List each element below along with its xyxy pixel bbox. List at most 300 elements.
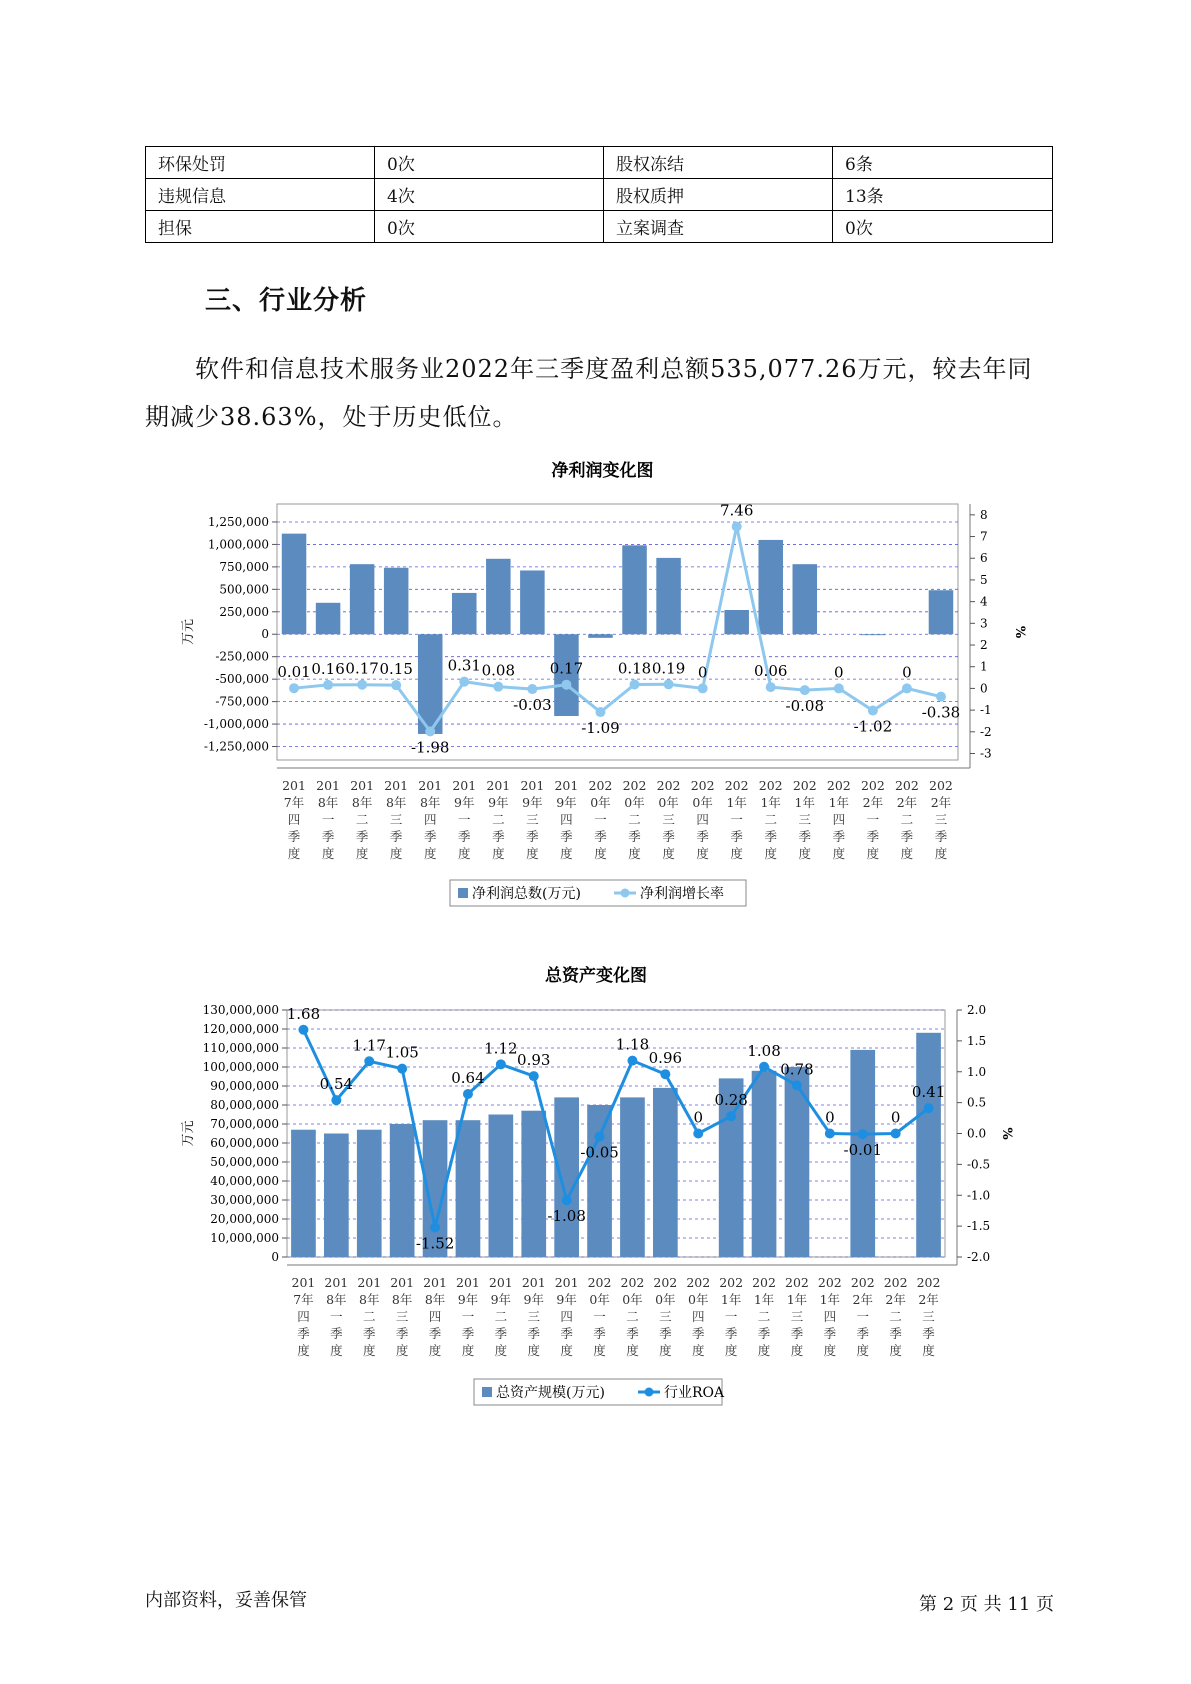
x-tick-label: 1年: [828, 795, 850, 810]
line-point: [595, 1132, 605, 1142]
bar: [456, 1120, 481, 1257]
y2-tick-label: 1: [980, 659, 988, 674]
analysis-paragraph: 软件和信息技术服务业2022年三季度盈利总额535,077.26万元，较去年同期减少38.63%，处于历史低位。: [145, 355, 1033, 431]
x-tick-label: 三: [790, 1309, 804, 1324]
x-tick-label: 二: [355, 812, 369, 827]
data-label: 0: [834, 663, 844, 682]
y-axis-title: 万元: [181, 1120, 196, 1147]
x-tick-label: 度: [889, 1343, 902, 1358]
y-tick-label: 10,000,000: [210, 1231, 279, 1245]
line-point: [800, 685, 810, 695]
bar: [653, 1088, 678, 1257]
x-tick-label: 202: [752, 1275, 776, 1290]
x-tick-label: 度: [355, 846, 369, 861]
x-tick-label: 四: [691, 1309, 705, 1324]
y2-tick-label: 2: [980, 638, 988, 653]
data-label: 0: [697, 663, 708, 682]
y-tick-label: 0: [261, 627, 269, 642]
y2-tick-label: -1.5: [967, 1219, 991, 1234]
y-tick-label: 0: [271, 1250, 279, 1264]
data-label: 0: [825, 1108, 835, 1127]
x-tick-label: 一: [866, 812, 880, 827]
net-profit-chart: [0, 450, 1191, 920]
line-point: [627, 1056, 637, 1066]
y-tick-label: 90,000,000: [210, 1079, 279, 1093]
legend-bar-swatch: [458, 888, 468, 898]
line-point: [693, 1129, 703, 1139]
x-tick-label: 季: [889, 1326, 902, 1341]
x-tick-label: 202: [929, 778, 953, 793]
line-point: [459, 677, 469, 687]
x-tick-label: 季: [458, 829, 471, 844]
x-tick-label: 2年: [930, 795, 952, 810]
x-tick-label: 季: [823, 1326, 837, 1341]
y2-tick-label: 5: [980, 572, 988, 587]
y2-tick-label: 0.0: [967, 1126, 987, 1141]
legend-bar-swatch: [482, 1387, 492, 1397]
y-tick-label: 40,000,000: [210, 1174, 279, 1188]
line-point: [825, 1129, 835, 1139]
line-point: [391, 680, 401, 690]
line-point: [430, 1222, 440, 1232]
table-label-cell: 立案调查: [604, 211, 833, 243]
x-tick-label: 202: [690, 778, 715, 793]
total-assets-chart: [0, 950, 1191, 1420]
data-label: 0.19: [651, 659, 686, 678]
data-label: 0.93: [517, 1051, 551, 1070]
x-tick-label: 三: [934, 812, 948, 827]
x-tick-label: 一: [330, 1309, 343, 1324]
bar: [861, 634, 886, 635]
x-tick-label: 202: [686, 1275, 711, 1290]
data-label: -1.98: [410, 738, 450, 757]
x-tick-label: 季: [628, 829, 641, 844]
data-label: 0.41: [911, 1083, 946, 1102]
x-tick-label: 9年: [454, 795, 475, 810]
data-label: 0.54: [319, 1075, 354, 1094]
y-tick-label: 500,000: [219, 582, 269, 597]
x-tick-label: 8年: [385, 795, 407, 810]
y-tick-label: 30,000,000: [210, 1193, 279, 1207]
x-tick-label: 202: [656, 778, 681, 793]
x-tick-label: 201: [316, 778, 341, 793]
x-tick-label: 度: [626, 1343, 639, 1358]
bar: [520, 570, 545, 634]
x-tick-label: 季: [423, 829, 437, 844]
x-tick-label: 度: [856, 1343, 870, 1358]
x-tick-label: 9年: [488, 795, 509, 810]
data-label: 0: [902, 663, 912, 682]
x-tick-label: 季: [560, 829, 573, 844]
data-label: 0.31: [447, 656, 481, 675]
x-tick-label: 四: [560, 1309, 573, 1324]
bar: [324, 1134, 349, 1258]
x-tick-label: 8年: [359, 1292, 380, 1307]
x-tick-label: 三: [922, 1309, 935, 1324]
x-tick-label: 季: [321, 829, 335, 844]
data-label: 0.78: [780, 1060, 814, 1079]
x-tick-label: 202: [653, 1275, 678, 1290]
x-tick-label: 度: [287, 846, 301, 861]
data-label: 1.08: [747, 1041, 781, 1060]
line-point: [493, 682, 503, 692]
x-tick-label: 度: [594, 846, 607, 861]
line-point: [792, 1080, 802, 1090]
x-tick-label: 四: [428, 1309, 442, 1324]
bar: [357, 1130, 382, 1257]
x-tick-label: 季: [593, 1326, 606, 1341]
line-point: [936, 692, 946, 702]
x-tick-label: 三: [662, 812, 675, 827]
x-tick-label: 度: [764, 846, 777, 861]
x-tick-label: 度: [757, 1343, 771, 1358]
x-tick-label: 度: [321, 846, 335, 861]
data-label: 0.08: [481, 661, 516, 680]
x-tick-label: 2年: [852, 1292, 873, 1307]
x-tick-label: 季: [355, 829, 369, 844]
bar: [724, 610, 749, 634]
bar: [390, 1124, 415, 1257]
x-tick-label: 0年: [624, 795, 645, 810]
x-tick-label: 季: [764, 829, 777, 844]
x-tick-label: 度: [492, 846, 505, 861]
x-tick-label: 季: [730, 829, 743, 844]
y2-tick-label: -0.5: [967, 1157, 991, 1172]
y-tick-label: 250,000: [219, 604, 269, 619]
y2-tick-label: -2.0: [967, 1250, 991, 1264]
data-label: 0.28: [714, 1091, 748, 1110]
x-tick-label: 0年: [589, 1292, 610, 1307]
line-point: [595, 707, 605, 717]
x-tick-label: 季: [330, 1326, 343, 1341]
x-tick-label: 度: [659, 1343, 672, 1358]
line-point: [323, 680, 333, 690]
x-tick-label: 0年: [590, 795, 611, 810]
x-tick-label: 度: [527, 1343, 541, 1358]
x-tick-label: 1年: [760, 795, 781, 810]
x-tick-label: 度: [866, 846, 880, 861]
line-point: [698, 683, 708, 693]
x-tick-label: 二: [626, 1309, 639, 1324]
line-point: [357, 680, 367, 690]
x-tick-label: 度: [395, 1343, 409, 1358]
bar: [291, 1130, 316, 1257]
bar: [622, 545, 647, 634]
table-label-cell: 股权冻结: [604, 147, 833, 179]
data-label: 0.18: [617, 659, 652, 678]
x-tick-label: 季: [395, 1326, 409, 1341]
x-tick-label: 度: [428, 1343, 442, 1358]
line-point: [630, 680, 640, 690]
x-tick-label: 二: [362, 1309, 376, 1324]
x-tick-label: 201: [384, 778, 409, 793]
line-point: [527, 684, 537, 694]
data-label: 0.15: [379, 660, 413, 679]
line-point: [891, 1129, 901, 1139]
x-tick-label: 度: [922, 1343, 935, 1358]
data-label: 0.17: [549, 659, 584, 678]
table-value-cell: 4次: [375, 179, 604, 211]
x-tick-label: 201: [456, 1275, 480, 1290]
x-tick-label: 季: [297, 1326, 310, 1341]
y2-tick-label: 2.0: [967, 1003, 987, 1017]
x-tick-label: 四: [287, 812, 301, 827]
line-point: [496, 1059, 506, 1069]
table-row: [146, 147, 1053, 179]
x-tick-label: 季: [724, 1326, 738, 1341]
x-tick-label: 季: [696, 829, 709, 844]
x-tick-label: 度: [696, 846, 709, 861]
x-tick-label: 0年: [658, 795, 679, 810]
data-label: 0: [693, 1108, 704, 1127]
x-tick-label: 202: [883, 1275, 908, 1290]
line-point: [660, 1069, 670, 1079]
risk-info-table: [145, 146, 1053, 243]
x-tick-label: 季: [626, 1326, 639, 1341]
x-tick-label: 度: [461, 1343, 475, 1358]
x-tick-label: 2年: [918, 1292, 939, 1307]
x-tick-label: 9年: [490, 1292, 512, 1307]
x-tick-label: 8年: [317, 795, 339, 810]
y-tick-label: 20,000,000: [210, 1212, 279, 1226]
x-tick-label: 三: [395, 1309, 409, 1324]
x-tick-label: 三: [659, 1309, 672, 1324]
x-tick-label: 2年: [885, 1292, 906, 1307]
legend-line-marker: [645, 1388, 654, 1397]
line-point: [331, 1095, 341, 1105]
bar: [588, 634, 613, 638]
bar: [916, 1033, 941, 1257]
x-tick-label: 一: [461, 1309, 475, 1324]
line-point: [834, 683, 844, 693]
line-point: [868, 706, 878, 716]
x-tick-label: 202: [588, 778, 613, 793]
table-value-cell: 0次: [375, 211, 604, 243]
x-tick-label: 度: [330, 1343, 343, 1358]
y-tick-label: 100,000,000: [202, 1060, 279, 1074]
x-tick-label: 202: [587, 1275, 612, 1290]
data-label: -1.09: [581, 719, 620, 738]
x-tick-label: 季: [461, 1326, 475, 1341]
x-tick-label: 季: [362, 1326, 376, 1341]
x-tick-label: 度: [362, 1343, 376, 1358]
x-tick-label: 201: [357, 1275, 382, 1290]
y2-tick-label: -1: [980, 703, 992, 718]
x-tick-label: 二: [764, 812, 777, 827]
x-tick-label: 一: [321, 812, 335, 827]
x-tick-label: 0年: [622, 1292, 643, 1307]
y2-tick-label: 7: [980, 529, 988, 544]
x-tick-label: 二: [757, 1309, 771, 1324]
x-tick-label: 季: [594, 829, 607, 844]
x-tick-label: 季: [492, 829, 505, 844]
line-point: [726, 1111, 736, 1121]
line-point: [298, 1025, 308, 1035]
x-tick-label: 0年: [655, 1292, 676, 1307]
x-tick-label: 季: [527, 1326, 541, 1341]
x-tick-label: 202: [724, 778, 749, 793]
x-tick-label: 201: [486, 778, 511, 793]
x-tick-label: 度: [560, 846, 573, 861]
x-tick-label: 度: [798, 846, 812, 861]
bar: [521, 1111, 546, 1257]
bar: [758, 540, 783, 634]
x-tick-label: 202: [850, 1275, 875, 1290]
y-tick-label: -250,000: [215, 649, 269, 664]
x-tick-label: 度: [823, 1343, 837, 1358]
x-tick-label: 度: [593, 1343, 606, 1358]
x-tick-label: 202: [719, 1275, 744, 1290]
x-tick-label: 季: [389, 829, 403, 844]
line-point: [759, 1062, 769, 1072]
data-label: 7.46: [719, 501, 754, 520]
bar: [793, 564, 818, 634]
x-tick-label: 一: [856, 1309, 870, 1324]
x-tick-label: 202: [894, 778, 919, 793]
x-tick-label: 度: [389, 846, 403, 861]
data-label: 0.06: [754, 662, 788, 681]
x-tick-label: 季: [691, 1326, 705, 1341]
y-tick-label: 110,000,000: [202, 1041, 279, 1055]
x-tick-label: 季: [798, 829, 812, 844]
x-tick-label: 季: [922, 1326, 935, 1341]
x-tick-label: 8年: [419, 795, 441, 810]
x-tick-label: 四: [696, 812, 709, 827]
table-label-cell: 股权质押: [604, 179, 833, 211]
y2-tick-label: 4: [980, 594, 988, 609]
data-label: 0.96: [648, 1049, 683, 1068]
x-tick-label: 202: [792, 778, 817, 793]
data-label: 0.01: [277, 663, 311, 682]
x-tick-label: 201: [423, 1275, 447, 1290]
x-tick-label: 度: [458, 846, 471, 861]
line-point: [858, 1129, 868, 1139]
x-tick-label: 9年: [522, 795, 543, 810]
line-point: [902, 683, 912, 693]
data-label: 0.64: [451, 1068, 485, 1087]
x-tick-label: 9年: [457, 1292, 479, 1307]
x-tick-label: 201: [418, 778, 443, 793]
x-tick-label: 7年: [283, 795, 305, 810]
table-value-cell: 6条: [833, 147, 1053, 179]
legend-line-marker: [621, 889, 630, 898]
y-axis-title: 万元: [181, 618, 196, 646]
x-tick-label: 9年: [523, 1292, 544, 1307]
x-tick-label: 201: [520, 778, 545, 793]
y-tick-label: 60,000,000: [210, 1136, 279, 1150]
y-tick-label: 80,000,000: [210, 1098, 279, 1112]
data-label: 0.16: [311, 659, 345, 678]
x-tick-label: 2年: [896, 795, 918, 810]
line-point: [529, 1071, 539, 1081]
x-tick-label: 202: [817, 1275, 842, 1290]
line-point: [397, 1064, 407, 1074]
y-tick-label: 70,000,000: [210, 1117, 279, 1131]
data-label: 1.68: [286, 1004, 321, 1023]
y2-tick-label: 8: [980, 507, 988, 522]
x-tick-label: 8年: [424, 1292, 446, 1307]
bar: [452, 593, 477, 634]
legend-item-line: 净利润增长率: [640, 886, 724, 902]
x-tick-label: 201: [282, 778, 306, 793]
line-point: [924, 1103, 934, 1113]
x-tick-label: 9年: [556, 795, 577, 810]
table-value-cell: 0次: [833, 211, 1053, 243]
x-tick-label: 度: [628, 846, 641, 861]
table-value-cell: 0次: [375, 147, 604, 179]
x-tick-label: 0年: [692, 795, 713, 810]
x-tick-label: 9年: [556, 1292, 577, 1307]
bar: [620, 1097, 645, 1257]
y2-tick-label: -3: [980, 746, 992, 761]
line-point: [561, 680, 571, 690]
x-tick-label: 1年: [726, 795, 747, 810]
x-tick-label: 度: [297, 1343, 310, 1358]
y-tick-label: -1,250,000: [203, 739, 269, 754]
y2-tick-label: 0: [980, 681, 988, 696]
line-point: [425, 726, 435, 736]
data-label: -1.02: [853, 717, 893, 736]
table-value-cell: 13条: [833, 179, 1053, 211]
x-tick-label: 二: [494, 1309, 508, 1324]
x-tick-label: 季: [832, 829, 846, 844]
confidential-note: 内部资料，妥善保管: [145, 1590, 307, 1611]
x-tick-label: 度: [934, 846, 948, 861]
y-tick-label: 1,250,000: [207, 514, 269, 529]
x-tick-label: 季: [526, 829, 539, 844]
line-point: [562, 1195, 572, 1205]
x-tick-label: 四: [560, 812, 573, 827]
legend-item-bars: 总资产规模(万元): [496, 1385, 605, 1401]
x-tick-label: 202: [758, 778, 783, 793]
x-tick-label: 2年: [862, 795, 884, 810]
y-tick-label: 1,000,000: [207, 537, 269, 552]
chart-title: 净利润变化图: [551, 461, 654, 481]
x-tick-label: 三: [389, 812, 403, 827]
data-label: -0.38: [921, 703, 961, 722]
x-tick-label: 度: [730, 846, 743, 861]
bar: [282, 534, 307, 635]
x-tick-label: 四: [823, 1309, 837, 1324]
x-tick-label: 四: [832, 812, 846, 827]
x-tick-label: 度: [790, 1343, 804, 1358]
y-tick-label: -1,000,000: [203, 717, 269, 732]
table-label-cell: 违规信息: [146, 179, 375, 211]
x-tick-label: 二: [900, 812, 914, 827]
x-tick-label: 201: [452, 778, 477, 793]
x-tick-label: 8年: [326, 1292, 347, 1307]
x-tick-label: 202: [826, 778, 851, 793]
x-tick-label: 一: [724, 1309, 738, 1324]
x-tick-label: 季: [866, 829, 880, 844]
x-tick-label: 三: [526, 812, 539, 827]
y-tick-label: 120,000,000: [202, 1022, 279, 1036]
x-tick-label: 度: [691, 1343, 705, 1358]
y2-tick-label: 3: [980, 616, 988, 631]
bar: [384, 568, 409, 634]
x-tick-label: 一: [594, 812, 607, 827]
x-tick-label: 季: [662, 829, 675, 844]
y2-tick-label: -1.0: [967, 1188, 991, 1203]
legend-item-bars: 净利润总数(万元): [472, 886, 581, 902]
table-row: [146, 179, 1053, 211]
x-tick-label: 度: [832, 846, 846, 861]
bar: [350, 564, 375, 634]
x-tick-label: 度: [560, 1343, 573, 1358]
data-label: -0.08: [785, 697, 825, 716]
data-label: 0.17: [345, 659, 379, 678]
y2-tick-label: 1.0: [967, 1064, 987, 1079]
